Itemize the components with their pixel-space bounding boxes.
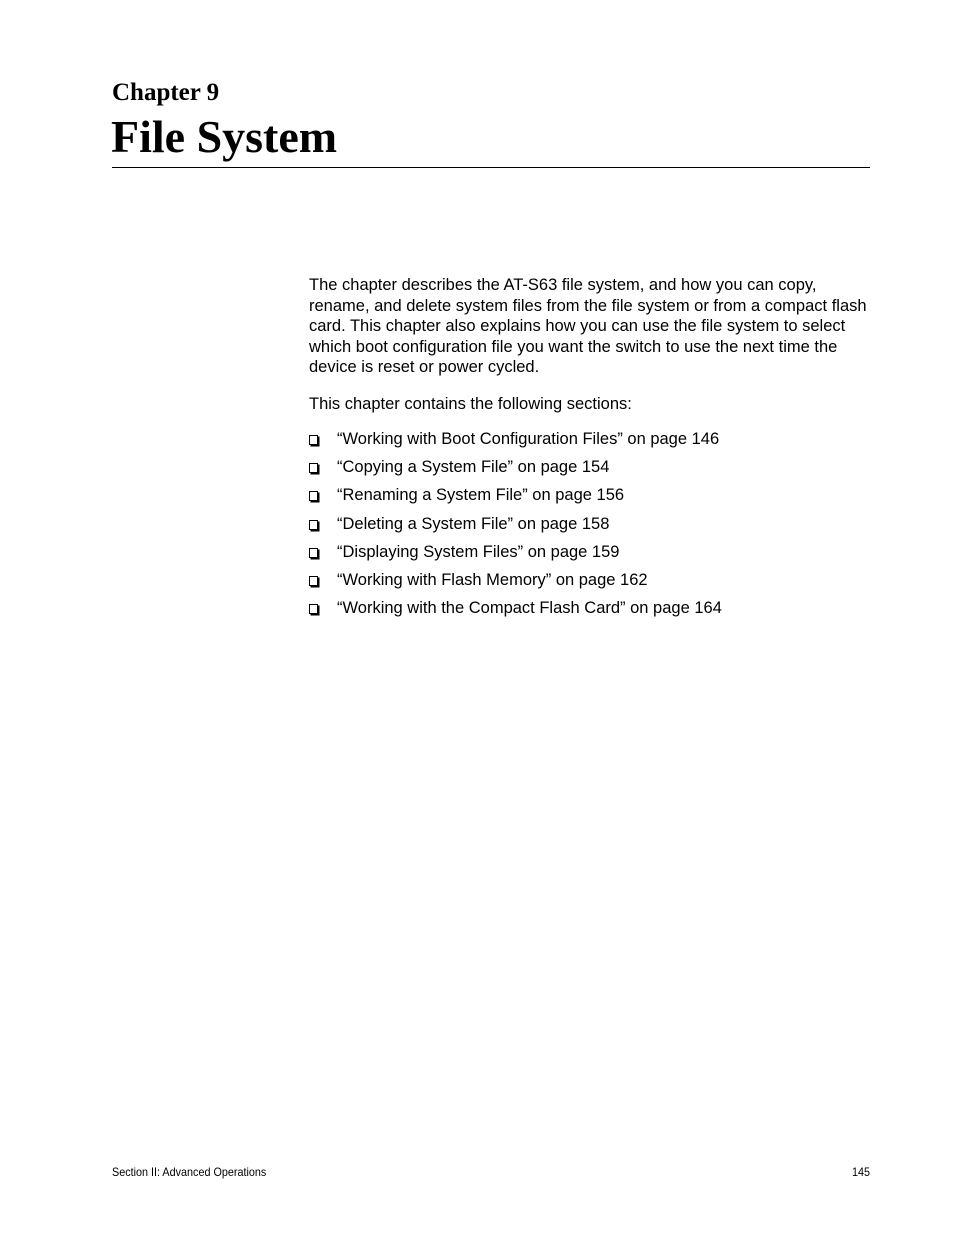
title-divider: [112, 167, 870, 168]
section-link-text: “Renaming a System File” on page 156: [337, 486, 625, 505]
section-link-text: “Copying a System File” on page 154: [337, 458, 610, 477]
section-link-text: “Working with Flash Memory” on page 162: [337, 570, 648, 589]
section-list-item[interactable]: [309, 598, 869, 626]
checkbox-bullet-icon: [309, 463, 318, 473]
section-link-text: “Deleting a System File” on page 158: [337, 514, 610, 533]
checkbox-bullet-icon: [309, 548, 318, 558]
chapter-label: Chapter 9: [112, 79, 220, 106]
checkbox-bullet-icon: [309, 576, 318, 586]
section-list-item[interactable]: [309, 429, 869, 457]
section-list: [309, 429, 869, 626]
chapter-title: File System: [111, 111, 338, 162]
footer-page-number: 145: [851, 1165, 870, 1179]
section-link-text: “Working with the Compact Flash Card” on page 164: [337, 599, 722, 618]
checkbox-bullet-icon: [309, 491, 318, 501]
checkbox-bullet-icon: [309, 435, 318, 445]
section-list-item[interactable]: [309, 485, 869, 513]
footer-section-name: Section II: Advanced Operations: [112, 1165, 267, 1179]
section-link-text: “Displaying System Files” on page 159: [337, 542, 620, 561]
chapter-body: [309, 275, 869, 626]
section-list-item[interactable]: [309, 570, 869, 598]
section-list-item[interactable]: [309, 457, 869, 485]
section-link-text: “Working with Boot Configuration Files” on page 146: [337, 430, 720, 448]
checkbox-bullet-icon: [309, 520, 318, 530]
checkbox-bullet-icon: [309, 604, 318, 614]
sections-lead-paragraph: This chapter contains the following sections:: [309, 394, 632, 413]
section-list-item[interactable]: [309, 514, 869, 542]
section-list-item[interactable]: [309, 542, 869, 570]
intro-paragraph: The chapter describes the AT-S63 file system, and how you can copy, rename, and delete system files from the file system or from a compact flash card. This chapter also explains how you can use the file system to select which boot configuration file you want the switch to use the next time the device is reset or power cycled.: [309, 276, 867, 376]
